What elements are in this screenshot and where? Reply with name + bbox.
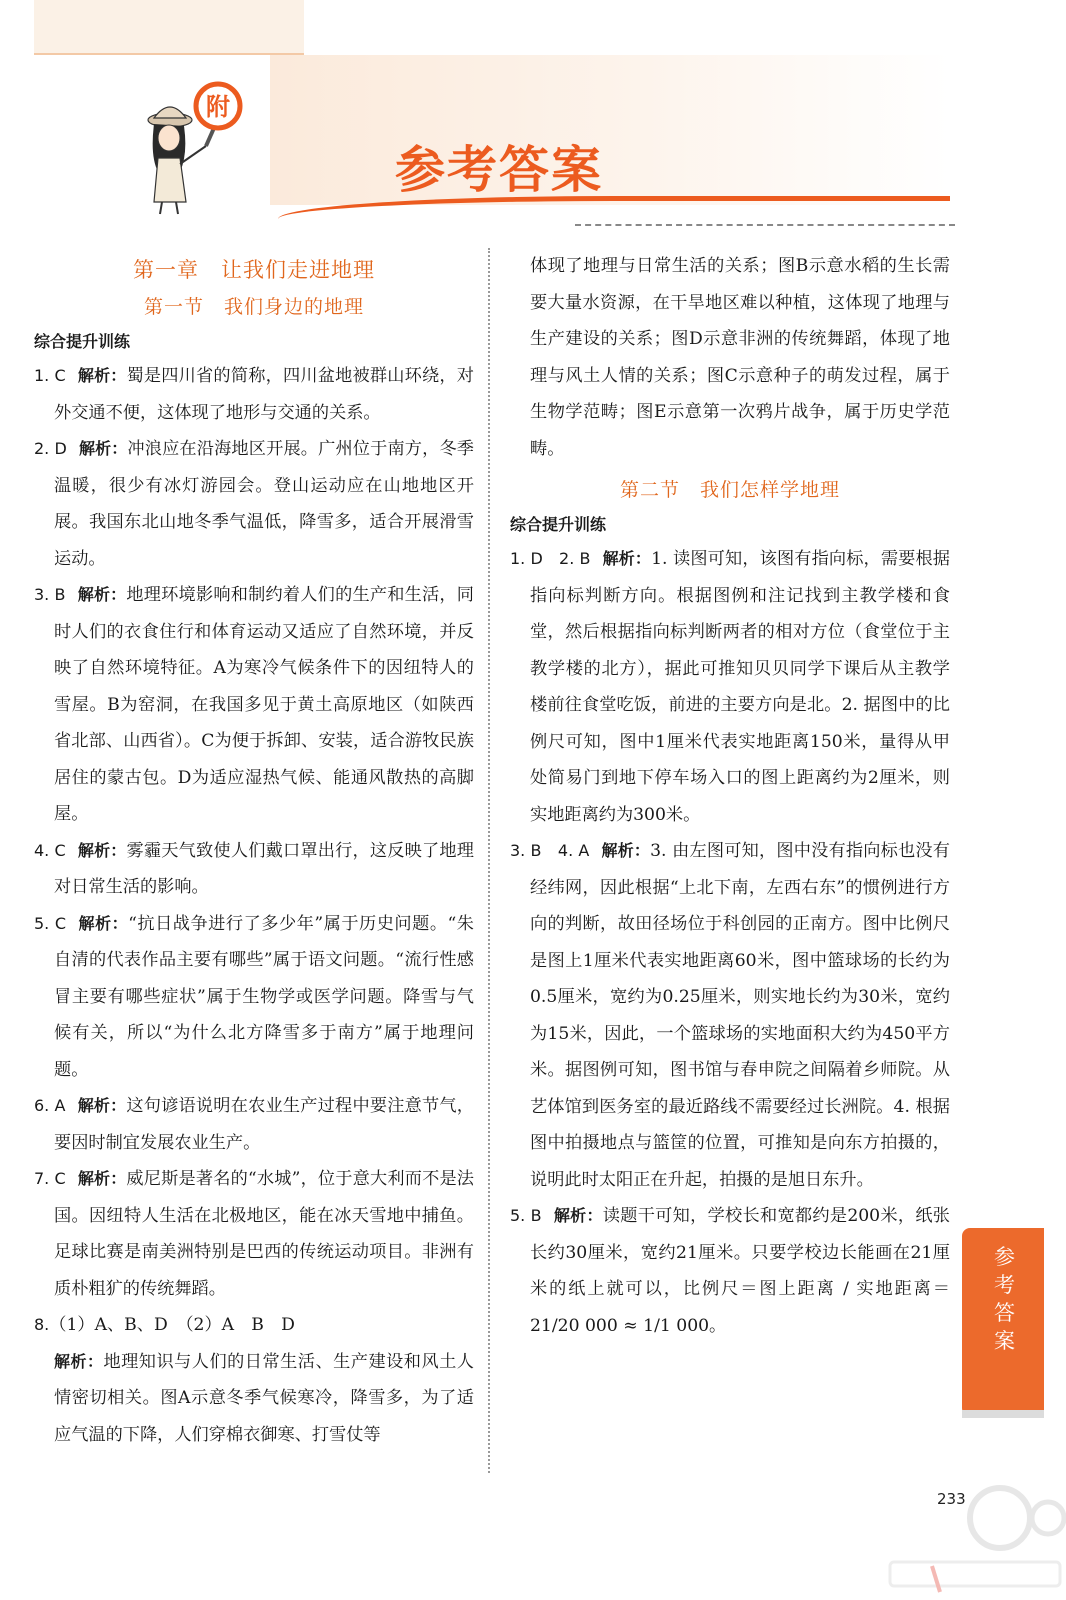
analysis-label: 解析： [54,1351,104,1371]
watermark-logo [870,1480,1066,1595]
answer-item [34,906,474,1089]
answer-number: 6. A [34,1096,66,1115]
answer-text: 读题干可知，学校长和宽都约是200米，纸张长约30厘米，宽约21厘米。只要学校边长能画在21厘米的纸上就可以，比例尺＝图上距离 / 实地距离＝21/20 000 ≈ 1/1 000。 [530,1206,950,1336]
analysis-label: 解析： [77,585,127,604]
analysis-label: 解析： [77,840,127,860]
left-column [34,248,474,1453]
answer-number: 7. C [34,1169,66,1188]
answer-number: 1. C [34,366,66,385]
right-column [510,248,950,1344]
analysis-label: 解析： [78,913,129,933]
analysis-label: 解析： [77,1169,127,1188]
subheading: 综合提升训练 [510,515,607,534]
answer-item [34,431,474,577]
answer-number: 3. B [34,585,66,604]
analysis-label: 解析： [602,549,652,568]
analysis-label: 解析： [553,1206,603,1225]
header-rule [34,53,304,55]
answer-text: 这句谚语说明在农业生产过程中要注意节气，要因时制宜发展农业生产。 [54,1096,474,1153]
answer-continuation: 体现了地理与日常生活的关系；图B示意水稻的生长需要大量水资源，在干旱地区难以种植，这体现了地理与生产建设的关系；图D示意非洲的传统舞蹈，体现了地理与风土人情的关系；图C示意种子的萌发过程，属于生物学范畴；图E示意第一次鸦片战争，属于历史学范畴。 [530,256,950,459]
answer-text: 地理环境影响和制约着人们的生产和生活，同时人们的衣食住行和体育运动又适应了自然环境，并反映了自然环境特征。A为寒冷气候条件下的因纽特人的雪屋。B为窑洞，在我国多见于黄土高原地区（如陕西省北部、山西省）。C为便于拆卸、安装，适合游牧民族居住的蒙古包。D为适应湿热气候、能通风散热的高脚屋。 [54,585,474,824]
analysis-label: 解析： [601,841,651,860]
page-title: 参考答案 [395,141,603,199]
answer-item [34,833,474,906]
answer-text: 地理知识与人们的日常生活、生产建设和风土人情密切相关。图A示意冬季气候寒冷，降雪多，为了适应气温的下降，人们穿棉衣御寒、打雪仗等 [54,1351,474,1445]
answer-item [34,1307,474,1344]
answer-number: 3. B 4. A [510,841,590,860]
answer-item [510,833,950,1198]
answer-item [510,1198,950,1344]
answer-number: 5. B [510,1206,542,1225]
mascot-illustration [136,76,246,216]
answer-item [34,577,474,833]
answer-text: （1）A、B、D （2）A B D [49,1315,295,1335]
section-heading: 第一节 我们身边的地理 [143,296,364,318]
answer-text: 冲浪应在沿海地区开展。广州位于南方，冬季温暖，很少有冰灯游园会。登山运动应在山地地区开展。我国东北山地冬季气温低，降雪多，适合开展滑雪运动。 [54,439,474,569]
header-gradient [270,55,950,205]
subheading: 综合提升训练 [34,332,131,351]
answer-number: 1. D 2. B [510,549,591,568]
header-band [34,0,304,55]
answer-item [34,1161,474,1307]
answer-item [510,541,950,833]
analysis-label: 解析： [77,1096,127,1115]
column-divider [488,248,490,1473]
analysis-label: 解析： [77,366,127,385]
analysis-label: 解析： [78,439,128,458]
side-tab-shadow [962,1410,1044,1418]
answer-text: 1. 读图可知，该图有指向标，需要根据指向标判断方向。根据图例和注记找到主教学楼和食堂，然后根据指向标判断两者的相对方位（食堂位于主教学楼的北方），据此可推知贝贝同学下课后从主教学楼前往食堂吃饭，前进的主要方向是北。2. 据图中的比例尺可知，图中1厘米代表实地距离150米，量得从甲处简易门到地下停车场入口的图上距离约为2厘米，则实地距离约为300米。 [530,549,950,825]
answer-text: 蜀是四川省的简称，四川盆地被群山环绕，对外交通不便，这体现了地形与交通的关系。 [54,366,474,423]
side-tab-label: 参考答案 [994,1245,1015,1353]
answer-item [34,1088,474,1161]
page-number: 233 [937,1490,966,1508]
answer-continuation [34,1344,474,1454]
appendix-badge: 附 [206,93,230,121]
answer-number: 8. [34,1315,50,1334]
header-dashed-rule [575,224,955,226]
answer-number: 4. C [34,840,66,860]
answer-number: 2. D [34,439,67,458]
answer-text: 雾霾天气致使人们戴口罩出行，这反映了地理对日常生活的影响。 [54,840,474,897]
answer-number: 5. C [34,913,67,933]
answer-text: “抗日战争进行了多少年”属于历史问题。“朱自清的代表作品主要有哪些”属于语文问题。“流行性感冒主要有哪些症状”属于生物学或医学问题。降雪与气候有关，所以“为什么北方降雪多于南方”属于地理问题。 [54,913,474,1080]
answer-text: 威尼斯是著名的“水城”，位于意大利而不是法国。因纽特人生活在北极地区，能在冰天雪地中捕鱼。足球比赛是南美洲特别是巴西的传统运动项目。非洲有质朴粗犷的传统舞蹈。 [54,1169,474,1299]
section-heading: 第二节 我们怎样学地理 [619,479,840,501]
answer-text: 3. 由左图可知，图中没有指向标也没有经纬网，因此根据“上北下南，左西右东”的惯例进行方向的判断，故田径场位于科创园的正南方。图中比例尺是图上1厘米代表实地距离60米，图中篮球场的长约为0.5厘米，宽约为0.25厘米，则实地长约为30米，宽约为15米，因此，一个篮球场的实地面积大约为450平方米。据图例可知，图书馆与春申院之间隔着乡师院。从艺体馆到医务室的最近路线不需要经过长洲院。4. 根据图中拍摄地点与篮筐的位置，可推知是向东方拍摄的，说明此时太阳正在升起，拍摄的是旭日东升。 [530,841,950,1190]
answer-item [34,358,474,431]
chapter-heading: 第一章 让我们走进地理 [133,258,375,282]
